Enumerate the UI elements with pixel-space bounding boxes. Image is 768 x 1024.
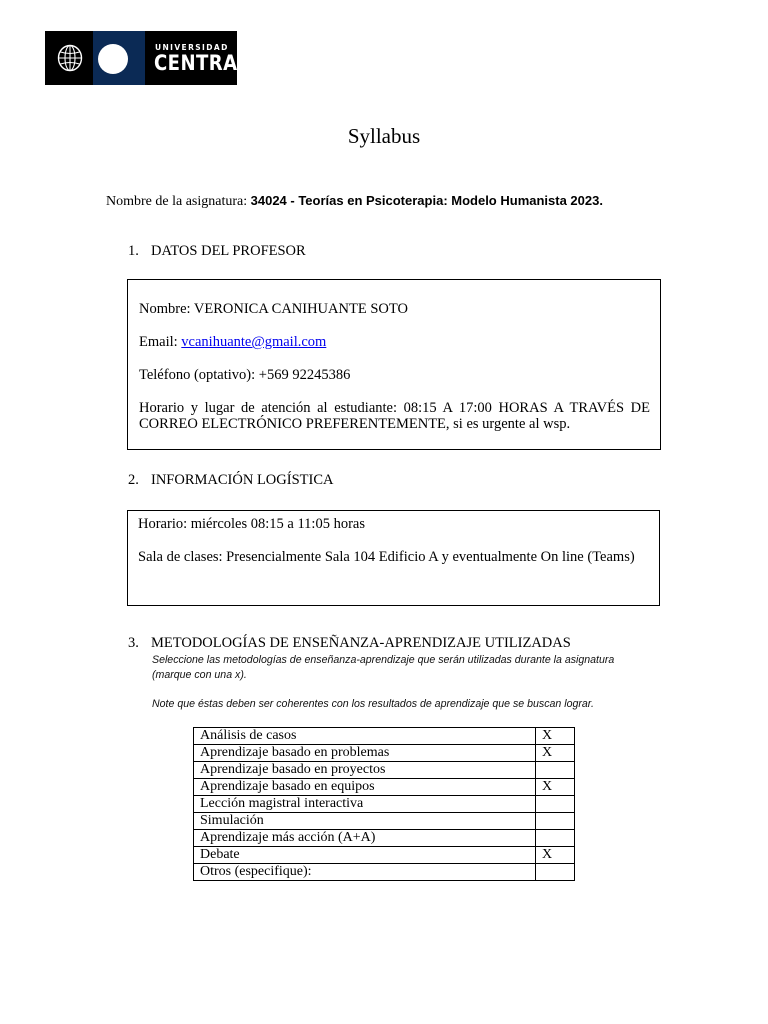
method-mark: X (536, 745, 575, 762)
logo-text (145, 31, 250, 85)
subject-label: Nombre de la asignatura: (106, 194, 248, 209)
table-row (194, 762, 575, 779)
section-title: METODOLOGÍAS DE ENSEÑANZA-APRENDIZAJE UTILIZADAS (151, 635, 571, 651)
horario-line1: Horario y lugar de atención al estudiante: 08:15 A 17:00 HORAS A TRAVÉS DE (139, 400, 650, 416)
section-heading-profesor (128, 243, 306, 260)
method-name: Otros (especifique): (194, 864, 536, 881)
instruction-line1: Seleccione las metodologías de enseñanza-aprendizaje que serán utilizadas durante la asignatura (152, 654, 615, 666)
globe-cell (45, 31, 93, 85)
section-heading-logistica (128, 472, 333, 489)
method-mark (536, 796, 575, 813)
table-row (194, 745, 575, 762)
logo-line1: UNIVERSIDAD (155, 43, 229, 52)
method-name: Aprendizaje basado en problemas (194, 745, 536, 762)
table-row (194, 796, 575, 813)
email-link[interactable]: vcanihuante@gmail.com (181, 334, 327, 350)
method-name: Debate (194, 847, 536, 864)
email-label: Email: (139, 334, 178, 350)
profesor-telefono: Teléfono (optativo): +569 92245386 (139, 367, 351, 383)
table-row (194, 830, 575, 847)
method-mark: X (536, 847, 575, 864)
page-title: Syllabus (347, 124, 421, 148)
table-row (194, 779, 575, 796)
table-row (194, 728, 575, 745)
method-name: Análisis de casos (194, 728, 536, 745)
table-row (194, 864, 575, 881)
section-number: 3. (128, 635, 139, 651)
method-mark (536, 762, 575, 779)
section-title: DATOS DEL PROFESOR (151, 243, 306, 259)
instruction-line2: (marque con una x). (152, 669, 247, 681)
logo-circle (98, 44, 128, 74)
method-name: Simulación (194, 813, 536, 830)
method-name: Aprendizaje basado en equipos (194, 779, 536, 796)
subject-name (106, 193, 603, 210)
logistica-sala: Sala de clases: Presencialmente Sala 104 Edificio A y eventualmente On line (Teams) (138, 549, 635, 565)
method-mark (536, 830, 575, 847)
section-heading-metodologias (128, 635, 571, 652)
methods-table (193, 727, 575, 881)
logo-line2: CENTRAL (154, 51, 250, 75)
method-mark: X (536, 728, 575, 745)
section-number: 1. (128, 243, 139, 259)
table-row (194, 813, 575, 830)
method-name: Lección magistral interactiva (194, 796, 536, 813)
section-title: INFORMACIÓN LOGÍSTICA (151, 472, 334, 488)
method-mark (536, 813, 575, 830)
profesor-horario (139, 400, 650, 432)
method-mark: X (536, 779, 575, 796)
university-logo (45, 31, 250, 85)
logistica-horario: Horario: miércoles 08:15 a 11:05 horas (138, 516, 365, 532)
instruction-text (152, 653, 614, 683)
section-number: 2. (128, 472, 139, 488)
profesor-nombre: Nombre: VERONICA CANIHUANTE SOTO (139, 301, 408, 317)
subject-value: 34024 - Teorías en Psicoterapia: Modelo Humanista 2023. (250, 193, 603, 208)
table-row (194, 847, 575, 864)
profesor-email-line (139, 334, 326, 351)
method-mark (536, 864, 575, 881)
globe-icon (57, 44, 83, 72)
horario-line2: CORREO ELECTRÓNICO PREFERENTEMENTE, si es urgente al wsp. (139, 416, 571, 432)
method-name: Aprendizaje basado en proyectos (194, 762, 536, 779)
coherence-note: Note que éstas deben ser coherentes con los resultados de aprendizaje que se buscan lograr. (152, 698, 594, 710)
method-name: Aprendizaje más acción (A+A) (194, 830, 536, 847)
